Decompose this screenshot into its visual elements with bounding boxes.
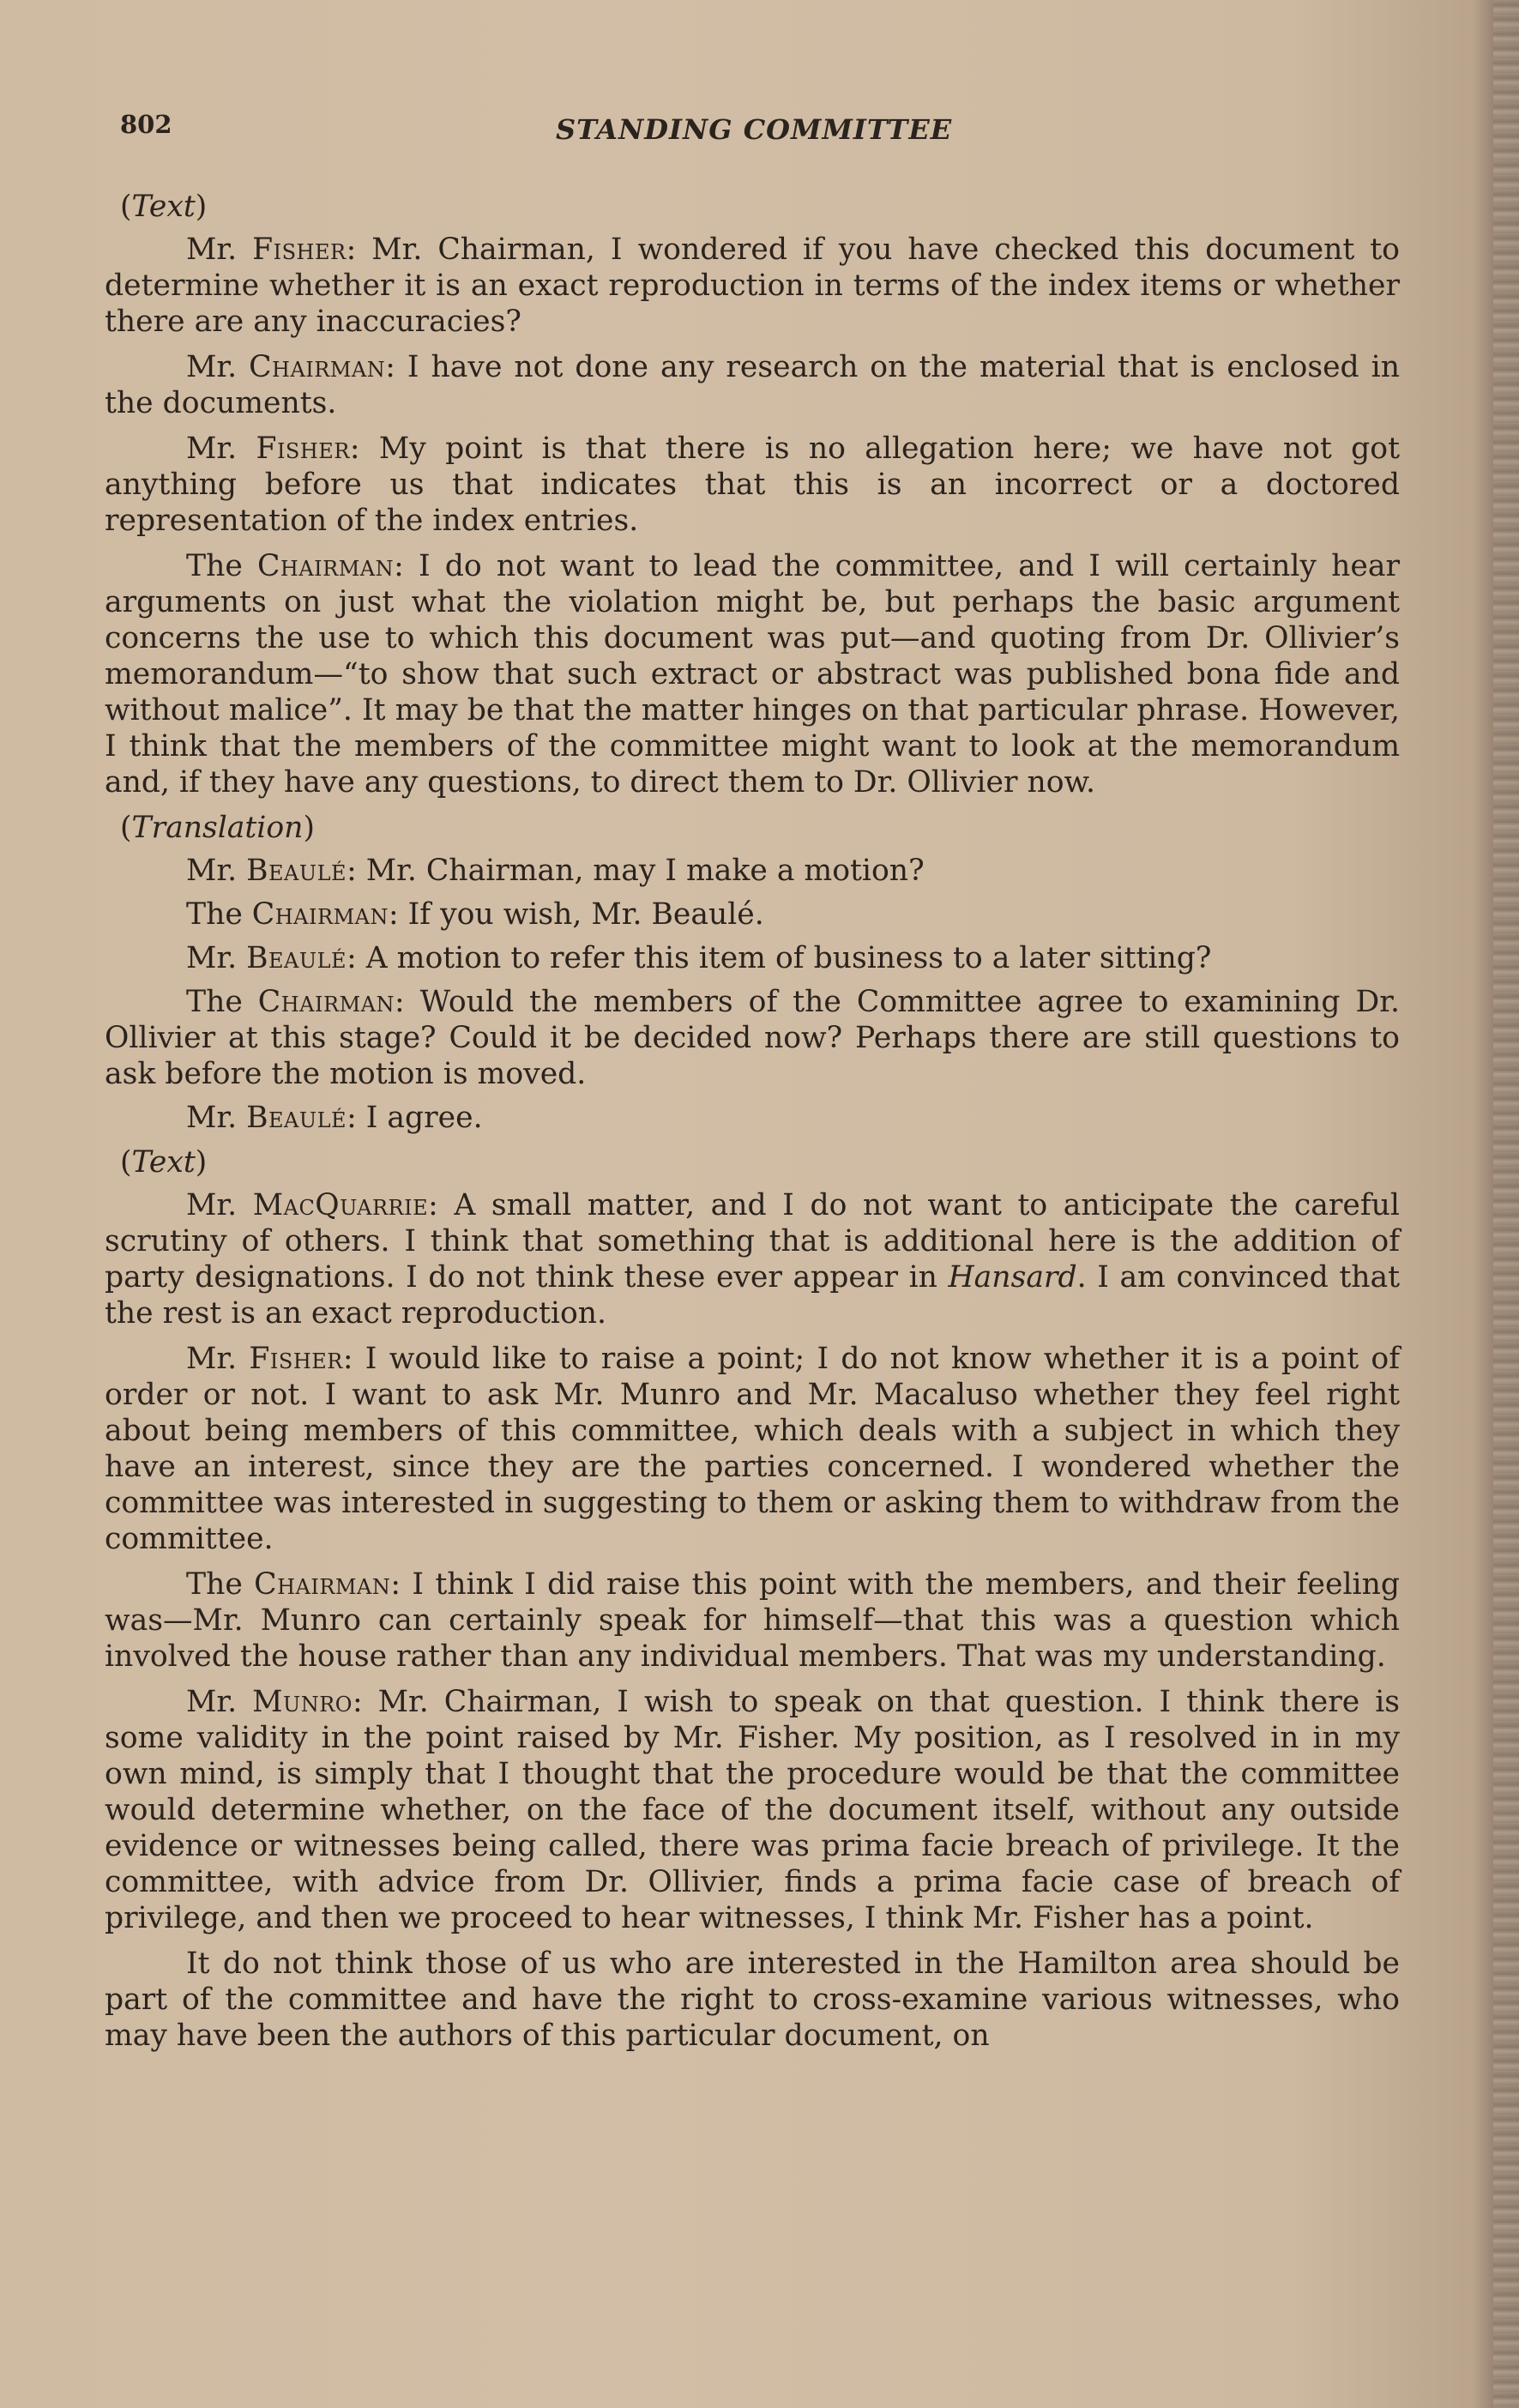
speaker-name: Chairman <box>249 350 386 384</box>
speech-paragraph: Mr. Fisher: I would like to raise a point; I do not know whether it is a point of order or not. I want to ask Mr. Munro and Mr. Macaluso whether they feel right about being members of this committee, which deals with a subject in which they have an interest, since they are the parties concerned. I wondered whether the committee was interested in suggesting to them or asking them to withdraw from the committee. <box>105 1342 1400 1556</box>
speaker-name: Chairman <box>257 985 395 1019</box>
speaker-name: Chairman <box>254 1567 391 1602</box>
page-number: 802 <box>120 110 172 139</box>
section-label: (Text) <box>120 190 208 224</box>
speech-paragraph: Mr. Beaulé: Mr. Chairman, may I make a motion? <box>186 854 925 888</box>
speaker-name: MacQuarrie <box>252 1188 429 1222</box>
document-body <box>105 180 1400 2063</box>
section-label: (Text) <box>120 1145 208 1180</box>
speech-paragraph: The Chairman: I think I did raise this point with the members, and their feeling was—Mr. Munro can certainly speak for himself—that this was a question which involved the house rather than any individual members. That was my understanding. <box>105 1567 1400 1674</box>
speech-paragraph: The Chairman: Would the members of the Committee agree to examining Dr. Ollivier at this stage? Could it be decided now? Perhaps there are still questions to ask before the motion is moved. <box>105 985 1400 1091</box>
running-title: STANDING COMMITTEE <box>556 113 953 146</box>
speech-paragraph: The Chairman: I do not want to lead the committee, and I will certainly hear arguments on just what the violation might be, but perhaps the basic argument concerns the use to which this document was put—and quoting from Dr. Ollivier’s memorandum—“to show that such extract or abstract was published bona fide and without malice”. It may be that the matter hinges on that particular phrase. However, I think that the members of the committee might want to look at the memorandum and, if they have any questions, to direct them to Dr. Ollivier now. <box>105 549 1400 800</box>
publication-title: Hansard <box>948 1260 1077 1295</box>
page-edge <box>1493 0 1519 2408</box>
speech-paragraph: Mr. Fisher: Mr. Chairman, I wondered if you have checked this document to determine whether it is an exact reproduction in terms of the index items or whether there are any inaccuracies? <box>105 232 1400 339</box>
speaker-name: Beaulé <box>246 941 347 975</box>
speech-paragraph: Mr. Beaulé: I agree. <box>186 1101 483 1135</box>
speaker-name: Fisher <box>256 432 350 466</box>
speech-paragraph: Mr. MacQuarrie: A small matter, and I do not want to anticipate the careful scrutiny of others. I think that something that is additional here is the addition of party designations. I do not think these ever appear in Hansard. I am convinced that the rest is an exact reproduction. <box>105 1188 1400 1331</box>
speech-paragraph: Mr. Beaulé: A motion to refer this item of business to a later sitting? <box>186 941 1212 975</box>
speech-paragraph: Mr. Chairman: I have not done any research on the material that is enclosed in the documents. <box>105 350 1400 420</box>
speaker-name: Chairman <box>251 897 389 932</box>
speech-paragraph: The Chairman: If you wish, Mr. Beaulé. <box>186 897 764 932</box>
section-label: (Translation) <box>120 811 315 845</box>
speaker-name: Munro <box>252 1685 353 1719</box>
speaker-name: Beaulé <box>246 854 347 888</box>
speaker-name: Fisher <box>249 1342 343 1376</box>
speech-paragraph: It do not think those of us who are interested in the Hamilton area should be part of the committee and have the right to cross-examine various witnesses, who may have been the authors of this particular document, on <box>105 1946 1400 2053</box>
speech-paragraph: Mr. Munro: Mr. Chairman, I wish to speak on that question. I think there is some validity in the point raised by Mr. Fisher. My position, as I resolved in in my own mind, is simply that I thought that the procedure would be that the committee would determine whether, on the face of the document itself, without any outside evidence or witnesses being called, there was prima facie breach of privilege. It the committee, with advice from Dr. Ollivier, finds a prima facie case of breach of privilege, and then we proceed to hear witnesses, I think Mr. Fisher has a point. <box>105 1685 1400 1935</box>
page-header <box>120 110 1407 153</box>
speaker-name: Beaulé <box>246 1101 347 1135</box>
speaker-name: Chairman <box>256 549 395 583</box>
speaker-name: Fisher <box>252 232 347 267</box>
speech-paragraph: Mr. Fisher: My point is that there is no allegation here; we have not got anything before us that indicates that this is an incorrect or a doctored representation of the index entries. <box>105 432 1400 538</box>
